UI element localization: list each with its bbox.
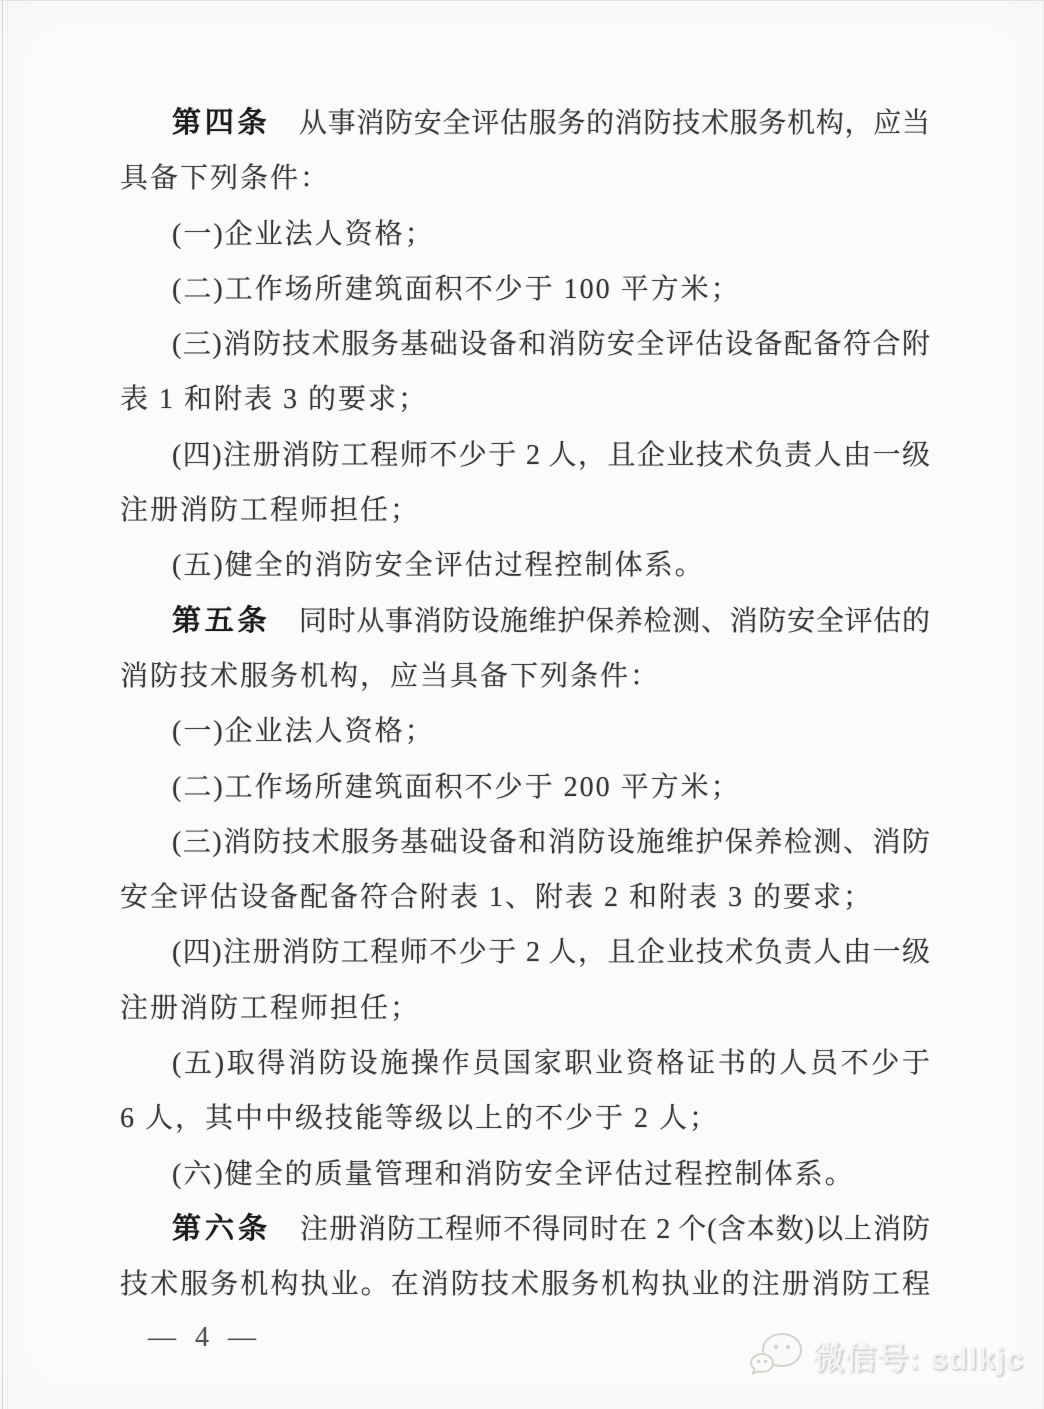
- line-text: 具备下列条件：: [120, 163, 331, 195]
- text-line: [120, 760, 930, 815]
- text-line: [120, 1257, 930, 1312]
- text-line: [120, 262, 930, 317]
- line-text: (五)健全的消防安全评估过程控制体系。: [172, 550, 705, 582]
- line-text: (一)企业法人资格；: [172, 218, 435, 250]
- text-line: [120, 704, 930, 759]
- watermark-text: 微信号: sdlkjc: [813, 1340, 1024, 1376]
- line-text: 注册消防工程师不得同时在 2 个(含本数)以上消防: [271, 1213, 930, 1245]
- line-text: (五)取得消防设施操作员国家职业资格证书的人员不少于: [172, 1048, 930, 1080]
- document-body: [120, 96, 930, 1313]
- line-text: (四)注册消防工程师不少于 2 人，且企业技术负责人由一级: [172, 937, 930, 969]
- text-line: [120, 649, 930, 704]
- text-line: [120, 151, 930, 206]
- watermark: [749, 1330, 1024, 1380]
- line-text: (六)健全的质量管理和消防安全评估过程控制体系。: [172, 1158, 855, 1190]
- line-text: 技术服务机构执业。在消防技术服务机构执业的注册消防工程: [120, 1269, 930, 1301]
- line-text: (三)消防技术服务基础设备和消防安全评估设备配备符合附: [172, 329, 930, 361]
- text-line: [120, 538, 930, 593]
- page-top-edge: [0, 0, 1044, 1]
- text-line: [120, 870, 930, 925]
- line-text: 从事消防安全评估服务的消防技术服务机构，应当: [270, 108, 930, 139]
- line-text: 6 人，其中中级技能等级以上的不少于 2 人；: [120, 1103, 720, 1135]
- text-line: [120, 594, 930, 649]
- article-number: 第四条: [172, 107, 271, 139]
- text-line: [120, 981, 930, 1036]
- text-line: [120, 1147, 930, 1202]
- line-text: (二)工作场所建筑面积不少于 200 平方米；: [172, 771, 741, 803]
- line-text: 注册消防工程师担任；: [120, 992, 421, 1024]
- line-text: 安全评估设备配备符合附表 1、附表 2 和附表 3 的要求；: [120, 882, 874, 914]
- page-left-edge-inner: [7, 0, 8, 1409]
- text-line: [120, 207, 930, 262]
- wechat-icon: [749, 1330, 805, 1380]
- page-left-edge: [2, 0, 3, 1409]
- line-text: 同时从事消防设施维护保养检测、消防安全评估的: [270, 605, 930, 637]
- line-text: (二)工作场所建筑面积不少于 100 平方米；: [172, 273, 741, 305]
- text-line: [120, 372, 930, 427]
- line-text: (四)注册消防工程师不少于 2 人，且企业技术负责人由一级: [172, 439, 930, 471]
- article-number: 第五条: [172, 604, 271, 637]
- line-text: 注册消防工程师担任；: [120, 495, 421, 527]
- line-text: 表 1 和附表 3 的要求；: [120, 384, 429, 416]
- page-number: — 4 —: [148, 1322, 262, 1353]
- line-text: (三)消防技术服务基础设备和消防设施维护保养检测、消防: [172, 826, 930, 858]
- line-text: (一)企业法人资格；: [172, 716, 435, 748]
- article-number: 第六条: [172, 1212, 272, 1245]
- text-line: [120, 1202, 930, 1257]
- text-line: [120, 317, 930, 372]
- text-line: [120, 815, 930, 870]
- text-line: [120, 428, 930, 483]
- text-line: [120, 1036, 930, 1091]
- text-line: [120, 1091, 930, 1146]
- text-line: [120, 96, 930, 151]
- line-text: 消防技术服务机构，应当具备下列条件：: [120, 660, 661, 692]
- text-line: [120, 925, 930, 980]
- text-line: [120, 483, 930, 538]
